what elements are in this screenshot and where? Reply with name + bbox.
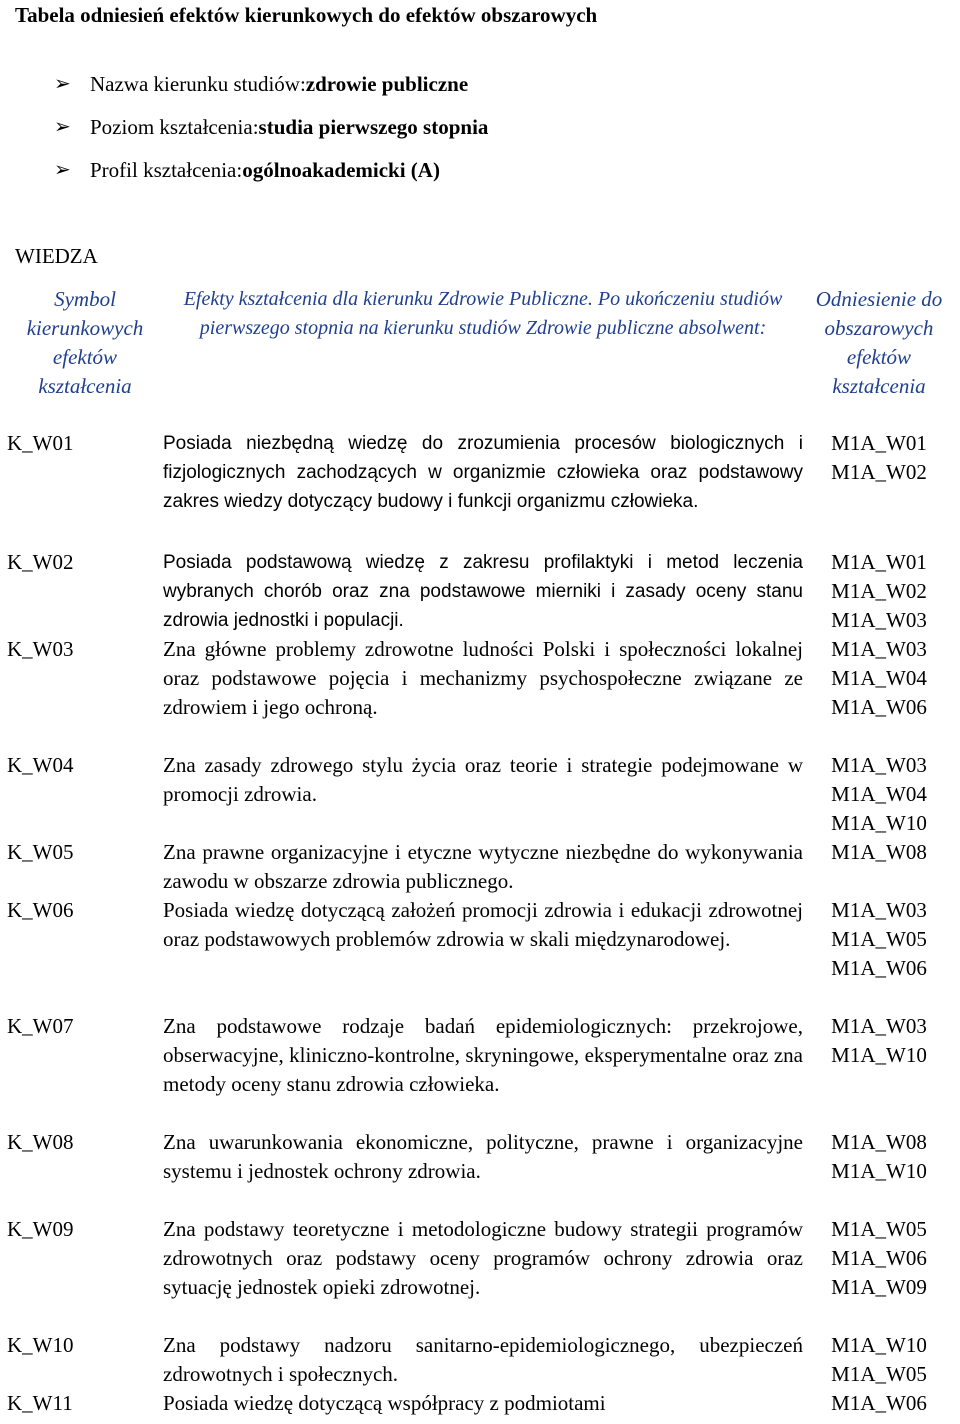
reference-code: M1A_W02 — [831, 460, 927, 484]
row-references — [803, 896, 955, 1012]
row-description: Zna podstawy nadzoru sanitarno-epidemiologicznego, ubezpieczeń zdrowotnych i społecznych. — [163, 1333, 803, 1386]
reference-code: M1A_W06 — [831, 956, 927, 980]
row-references — [803, 1331, 955, 1389]
arrow-bullet-icon: ➢ — [54, 116, 71, 138]
reference-code: M1A_W10 — [831, 1043, 927, 1067]
reference-code: M1A_W05 — [831, 1362, 927, 1386]
table-row — [7, 1012, 955, 1128]
section-heading: WIEDZA — [15, 244, 98, 268]
reference-code: M1A_W02 — [831, 579, 927, 603]
reference-code: M1A_W04 — [831, 782, 927, 806]
reference-code: M1A_W10 — [831, 1159, 927, 1183]
row-references — [803, 1128, 955, 1215]
row-references — [803, 548, 955, 635]
document-title: Tabela odniesień efektów kierunkowych do efektów obszarowych — [15, 3, 598, 27]
table-row — [7, 1389, 955, 1418]
arrow-bullet-icon: ➢ — [54, 73, 71, 95]
row-symbol: K_W03 — [7, 637, 74, 661]
row-description: Zna główne problemy zdrowotne ludności Polski i społeczności lokalnej oraz podstawowe pojęcia i mechanizmy psychospołeczne związane ze zdrowiem i jego ochroną. — [163, 637, 803, 719]
reference-code: M1A_W03 — [831, 637, 927, 661]
table-row — [7, 838, 955, 896]
row-symbol: K_W10 — [7, 1333, 74, 1357]
program-info-list — [54, 71, 488, 200]
row-symbol: K_W08 — [7, 1130, 74, 1154]
field-value: ogólnoakademicki (A) — [242, 158, 440, 182]
row-symbol: K_W01 — [7, 431, 74, 455]
row-symbol: K_W11 — [7, 1391, 73, 1415]
reference-code: M1A_W03 — [831, 1014, 927, 1038]
arrow-bullet-icon: ➢ — [54, 159, 71, 181]
symbol-column-header: Symbol kierunkowych efektów kształcenia — [26, 287, 144, 398]
reference-code: M1A_W06 — [831, 695, 927, 719]
row-symbol: K_W02 — [7, 550, 74, 574]
list-item-field-of-study — [54, 71, 488, 114]
row-description: Zna zasady zdrowego stylu życia oraz teorie i strategie podejmowane w promocji zdrowia. — [163, 753, 803, 806]
row-symbol: K_W06 — [7, 898, 74, 922]
row-description: Posiada wiedzę dotyczącą założeń promocji zdrowia i edukacji zdrowotnej oraz podstawowych problemów zdrowia w skali międzynarodowej. — [163, 898, 803, 951]
reference-code: M1A_W03 — [831, 898, 927, 922]
reference-code: M1A_W06 — [831, 1391, 927, 1415]
row-symbol: K_W09 — [7, 1217, 74, 1241]
table-row — [7, 896, 955, 1012]
row-description: Posiada wiedzę dotyczącą współpracy z podmiotami — [163, 1391, 606, 1415]
table-header-row — [7, 285, 955, 429]
table-row — [7, 1215, 955, 1331]
row-references — [803, 1215, 955, 1331]
row-description: Zna podstawy teoretyczne i metodologiczne budowy strategii programów zdrowotnych oraz podstawy oceny programów ochrony zdrowia oraz sytuację jednostek opieki zdrowotnej. — [163, 1217, 803, 1299]
table-row — [7, 635, 955, 751]
row-description: Zna uwarunkowania ekonomiczne, polityczne, prawne i organizacyjne systemu i jednostek ochrony zdrowia. — [163, 1130, 803, 1183]
row-symbol: K_W04 — [7, 753, 74, 777]
row-references — [803, 1389, 955, 1418]
list-item-study-level — [54, 114, 488, 157]
table-row — [7, 548, 955, 635]
reference-code: M1A_W08 — [831, 840, 927, 864]
learning-outcomes-table — [7, 285, 955, 1418]
table-row — [7, 1128, 955, 1215]
row-description: Zna prawne organizacyjne i etyczne wytyczne niezbędne do wykonywania zawodu w obszarze zdrowia publicznego. — [163, 840, 803, 893]
reference-code: M1A_W01 — [831, 550, 927, 574]
table-row — [7, 1331, 955, 1389]
reference-code: M1A_W04 — [831, 666, 927, 690]
field-value: studia pierwszego stopnia — [258, 115, 489, 139]
row-description: Posiada podstawową wiedzę z zakresu profilaktyki i metod leczenia wybranych chorób oraz zna podstawowe mierniki i zasady oceny stanu zdrowia jednostki i populacji. — [163, 552, 803, 631]
reference-code: M1A_W09 — [831, 1275, 927, 1299]
row-references — [803, 751, 955, 838]
reference-code: M1A_W08 — [831, 1130, 927, 1154]
list-item-study-profile — [54, 157, 488, 200]
reference-code: M1A_W10 — [831, 811, 927, 835]
field-label: Poziom kształcenia: — [90, 115, 259, 139]
table-row — [7, 429, 955, 548]
reference-code: M1A_W03 — [831, 753, 927, 777]
reference-code: M1A_W06 — [831, 1246, 927, 1270]
field-label: Nazwa kierunku studiów: — [90, 72, 306, 96]
reference-code: M1A_W01 — [831, 431, 927, 455]
reference-column-header: Odniesienie do obszarowych efektów kształcenia — [815, 287, 943, 398]
row-description: Posiada niezbędną wiedzę do zrozumienia procesów biologicznych i fizjologicznych zachodzących w organizmie człowieka oraz podstawowy zakres wiedzy dotyczący budowy i funkcji organizmu człowieka. — [163, 433, 803, 512]
row-references — [803, 1012, 955, 1128]
reference-code: M1A_W05 — [831, 927, 927, 951]
reference-code: M1A_W05 — [831, 1217, 927, 1241]
row-symbol: K_W07 — [7, 1014, 74, 1038]
reference-code: M1A_W03 — [831, 608, 927, 632]
row-symbol: K_W05 — [7, 840, 74, 864]
row-references — [803, 838, 955, 896]
row-references — [803, 429, 955, 548]
table-row — [7, 751, 955, 838]
effects-column-header: Efekty kształcenia dla kierunku Zdrowie Publiczne. Po ukończeniu studiów pierwszego stopnia na kierunku studiów Zdrowie publiczne absolwent: — [183, 288, 783, 339]
field-value: zdrowie publiczne — [305, 72, 469, 96]
row-references — [803, 635, 955, 751]
reference-code: M1A_W10 — [831, 1333, 927, 1357]
row-description: Zna podstawowe rodzaje badań epidemiologicznych: przekrojowe, obserwacyjne, kliniczno-kontrolne, skryningowe, eksperymentalne oraz zna metody oceny stanu zdrowia człowieka. — [163, 1014, 803, 1096]
field-label: Profil kształcenia: — [90, 158, 243, 182]
